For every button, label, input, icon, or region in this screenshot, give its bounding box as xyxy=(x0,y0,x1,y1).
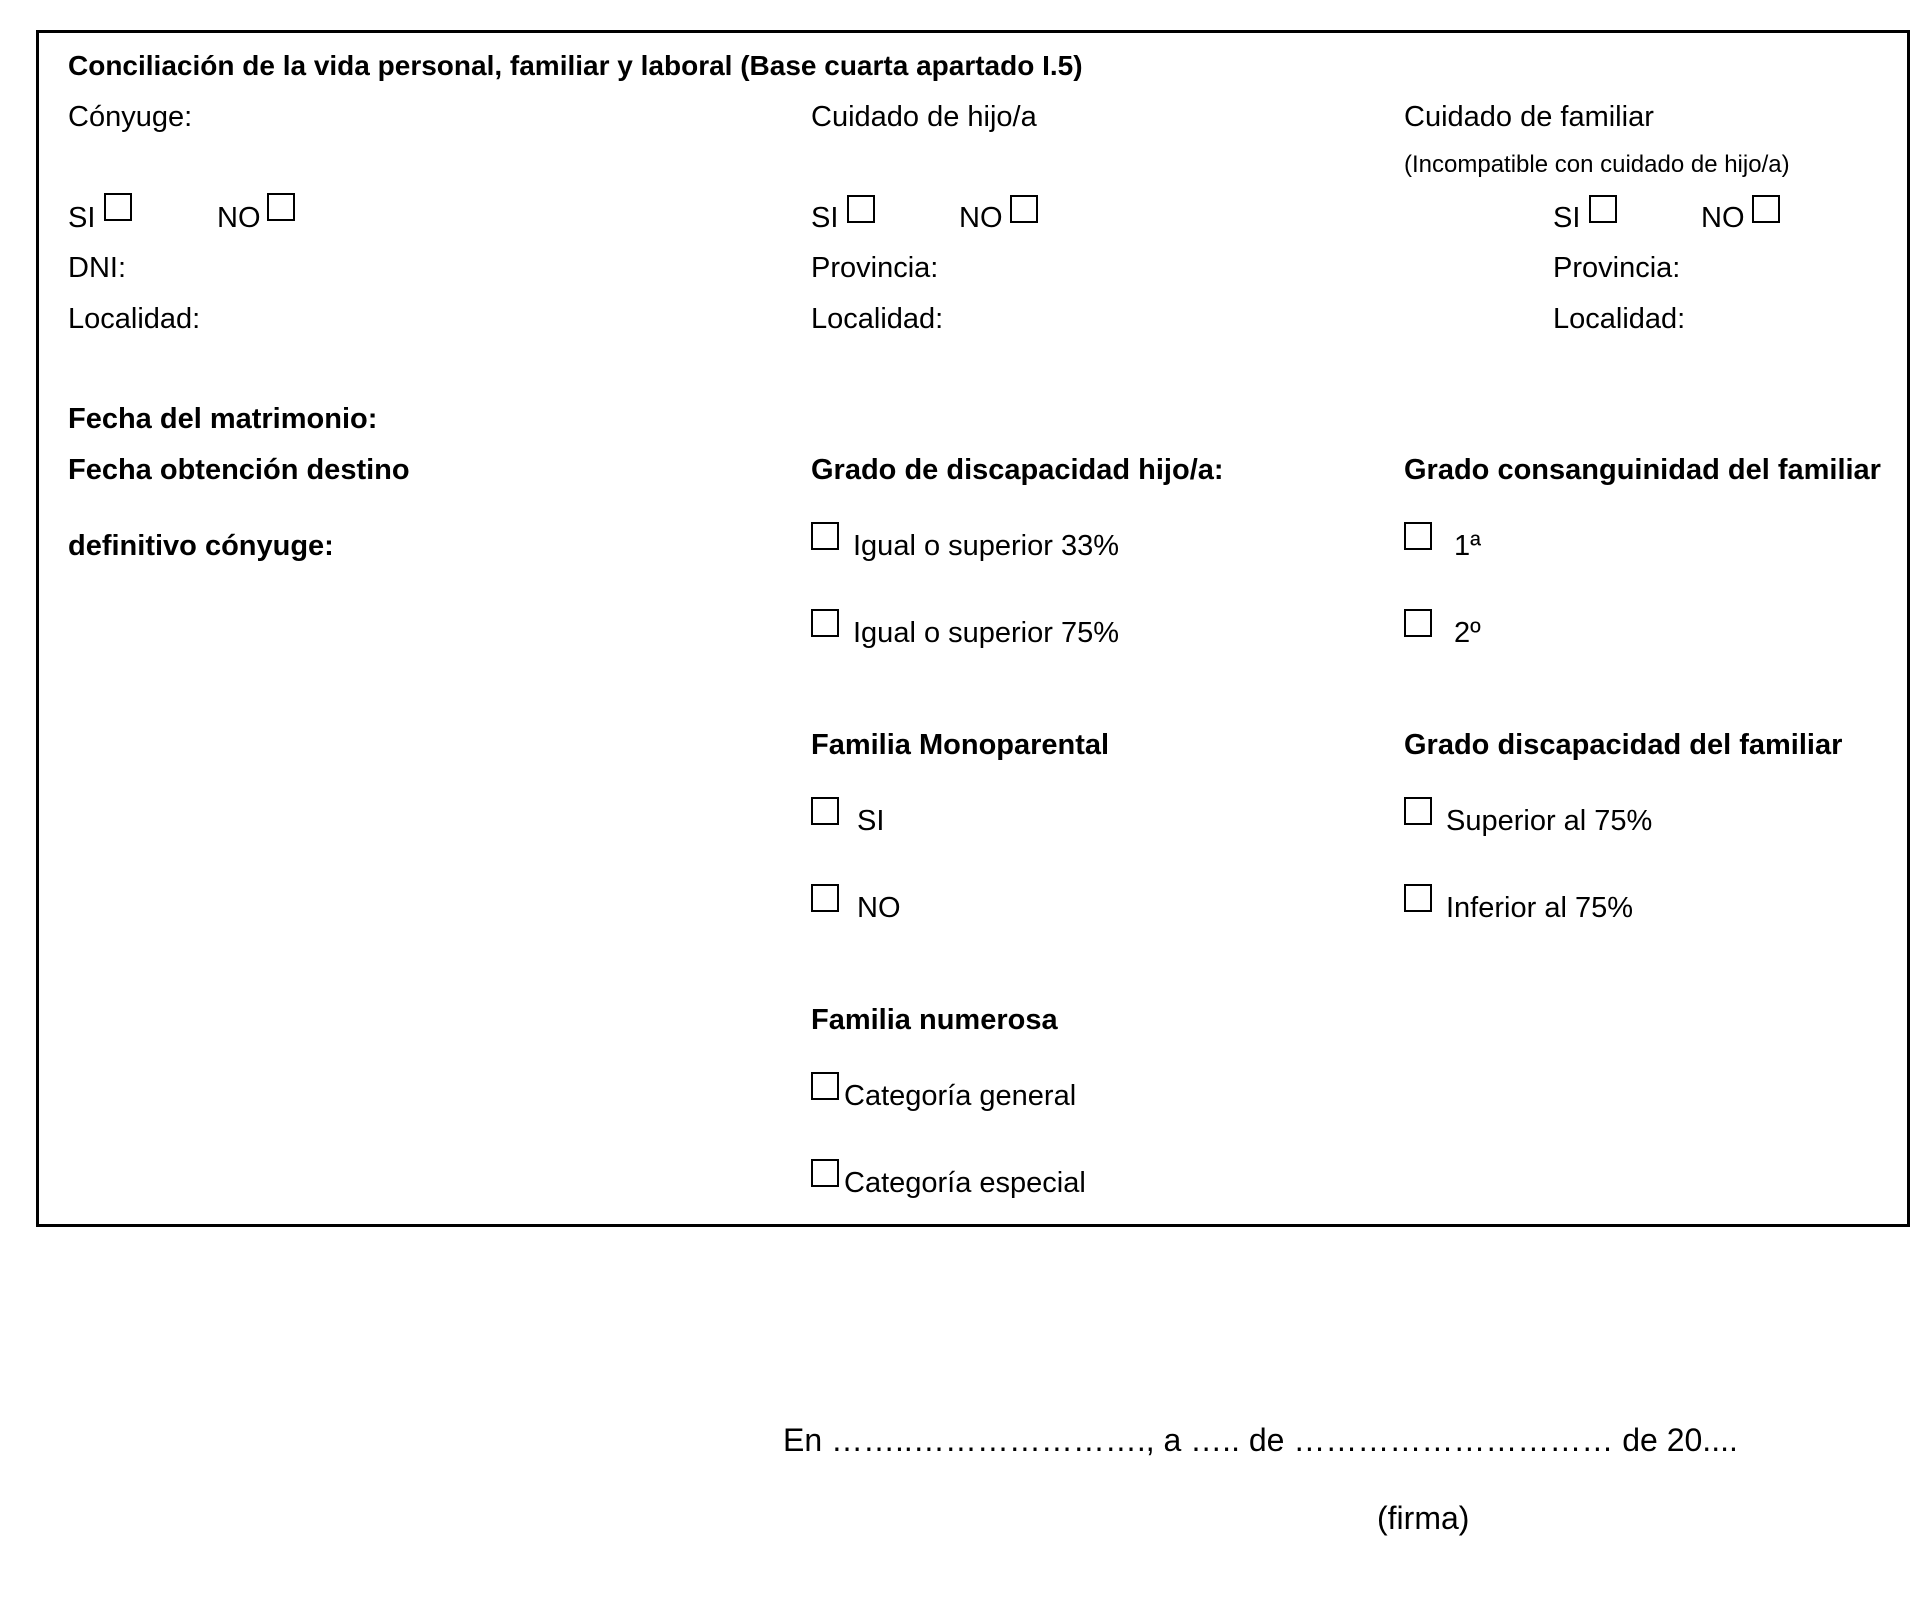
familiar-provincia-label: Provincia: xyxy=(1553,252,1681,284)
familiar-no-label: NO xyxy=(1701,202,1745,234)
place-date-line: En ……..…………………., a ….. de ………………………… de 20.... xyxy=(783,1422,1738,1458)
conyuge-localidad-label: Localidad: xyxy=(68,303,201,335)
familiar-discapacidad-superior-checkbox[interactable] xyxy=(1404,797,1432,825)
hijo-no-label: NO xyxy=(959,202,1003,234)
familiar-discapacidad-superior-label: Superior al 75% xyxy=(1446,805,1653,837)
familiar-discapacidad-inferior-label: Inferior al 75% xyxy=(1446,892,1633,924)
familiar-discapacidad-inferior-checkbox[interactable] xyxy=(1404,884,1432,912)
familiar-note: (Incompatible con cuidado de hijo/a) xyxy=(1404,151,1790,178)
conyuge-label: Cónyuge: xyxy=(68,101,193,133)
hijo-si-label: SI xyxy=(811,202,839,234)
familiar-no-checkbox[interactable] xyxy=(1752,195,1780,223)
familiar-discapacidad-title: Grado discapacidad del familiar xyxy=(1404,729,1843,761)
hijo-discapacidad-title: Grado de discapacidad hijo/a: xyxy=(811,454,1224,486)
conyuge-dni-label: DNI: xyxy=(68,252,126,284)
fecha-destino-label-line1: Fecha obtención destino xyxy=(68,454,410,486)
hijo-discapacidad-75-checkbox[interactable] xyxy=(811,609,839,637)
monoparental-si-checkbox[interactable] xyxy=(811,797,839,825)
monoparental-no-label: NO xyxy=(857,892,901,924)
hijo-localidad-label: Localidad: xyxy=(811,303,944,335)
numerosa-general-checkbox[interactable] xyxy=(811,1072,839,1100)
hijo-discapacidad-33-label: Igual o superior 33% xyxy=(853,530,1119,562)
familiar-label: Cuidado de familiar xyxy=(1404,101,1654,133)
consanguinidad-2-label: 2º xyxy=(1454,617,1481,649)
consanguinidad-1-label: 1ª xyxy=(1454,530,1481,562)
numerosa-general-label: Categoría general xyxy=(844,1080,1077,1112)
monoparental-si-label: SI xyxy=(857,805,885,837)
consanguinidad-2-checkbox[interactable] xyxy=(1404,609,1432,637)
numerosa-especial-label: Categoría especial xyxy=(844,1167,1086,1199)
familiar-localidad-label: Localidad: xyxy=(1553,303,1686,335)
conyuge-si-checkbox[interactable] xyxy=(104,193,132,221)
conyuge-si-label: SI xyxy=(68,202,96,234)
section-title: Conciliación de la vida personal, familiar y laboral (Base cuarta apartado I.5) xyxy=(68,50,1083,81)
monoparental-no-checkbox[interactable] xyxy=(811,884,839,912)
firma-label: (firma) xyxy=(1377,1500,1470,1536)
numerosa-especial-checkbox[interactable] xyxy=(811,1159,839,1187)
hijo-discapacidad-33-checkbox[interactable] xyxy=(811,522,839,550)
familiar-si-checkbox[interactable] xyxy=(1589,195,1617,223)
hijo-si-checkbox[interactable] xyxy=(847,195,875,223)
consanguinidad-title: Grado consanguinidad del familiar xyxy=(1404,454,1881,486)
monoparental-title: Familia Monoparental xyxy=(811,729,1110,761)
fecha-matrimonio-label: Fecha del matrimonio: xyxy=(68,403,378,435)
hijo-label: Cuidado de hijo/a xyxy=(811,101,1037,133)
consanguinidad-1-checkbox[interactable] xyxy=(1404,522,1432,550)
hijo-provincia-label: Provincia: xyxy=(811,252,939,284)
conyuge-no-label: NO xyxy=(217,202,261,234)
hijo-discapacidad-75-label: Igual o superior 75% xyxy=(853,617,1119,649)
fecha-destino-label-line2: definitivo cónyuge: xyxy=(68,530,334,562)
familiar-si-label: SI xyxy=(1553,202,1581,234)
hijo-no-checkbox[interactable] xyxy=(1010,195,1038,223)
numerosa-title: Familia numerosa xyxy=(811,1004,1058,1036)
conyuge-no-checkbox[interactable] xyxy=(267,193,295,221)
